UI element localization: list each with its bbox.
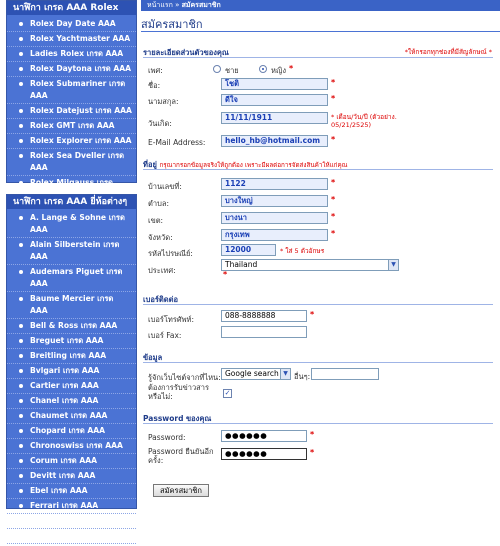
required-note: *ให้กรอกทุกช่องที่มีสัญลักษณ์ * [404, 48, 492, 56]
sidebar-item-panel1-4[interactable]: Rolex Submariner เกรด AAA [7, 77, 136, 104]
lastname-label: นามสกุล: [148, 97, 179, 106]
sidebar-item-panel2-8[interactable]: Cartier เกรด AAA [7, 379, 136, 394]
sidebar-item-panel1-8[interactable]: Rolex Sea Dveller เกรด AAA [7, 149, 136, 176]
sidebar-item-panel2-12[interactable]: Chronoswiss เกรด AAA [7, 439, 136, 454]
source-value: Google search [225, 369, 279, 378]
sidebar-item-panel2-5[interactable]: Breguet เกรด AAA [7, 334, 136, 349]
sidebar-item-panel1-0[interactable]: Rolex Day Date AAA [7, 17, 136, 32]
info-divider [143, 362, 493, 363]
district-input[interactable]: บางนา [221, 212, 328, 224]
contact-divider [143, 304, 493, 305]
sidebar-item-panel2-4[interactable]: Bell & Ross เกรด AAA [7, 319, 136, 334]
sidebar-item-panel2-3[interactable]: Baume Mercier เกรด AAA [7, 292, 136, 319]
other-input[interactable] [311, 368, 379, 380]
dob-hint: * เดือน/วัน/ปี (ตัวอย่าง. 05/21/2525) [331, 113, 397, 129]
breadcrumb-home[interactable]: หน้าแรก [147, 1, 173, 9]
sidebar-item-panel2-9[interactable]: Chanel เกรด AAA [7, 394, 136, 409]
postcode-hint: * ใส่ 5 ตัวอักษร [280, 247, 325, 255]
rolex-panel [6, 0, 137, 187]
sidebar-item-panel1-2[interactable]: Ladies Rolex เกรด AAA [7, 47, 136, 62]
page-title: สมัครสมาชิก [141, 18, 203, 31]
firstname-label: ชื่อ: [148, 81, 161, 90]
chevron-down-icon[interactable]: ▼ [280, 369, 290, 379]
subdistrict-label: ตำบล: [148, 199, 169, 208]
brands-panel [6, 194, 137, 540]
subdistrict-required: * [331, 195, 336, 204]
info-heading: ข้อมูล [143, 353, 163, 362]
sidebar-item-panel1-1[interactable]: Rolex Yachtmaster AAA [7, 32, 136, 47]
gender-label: เพศ: [148, 66, 163, 75]
contact-heading: เบอร์ติดต่อ [143, 295, 178, 304]
sidebar-item-panel1-5[interactable]: Rolex Datejust เกรด AAA [7, 104, 136, 119]
sidebar-item-panel2-16[interactable]: Ferrari เกรด AAA [7, 499, 136, 514]
sidebar-item-panel2-17[interactable]: Franck Muller เกรด AAA [7, 514, 136, 529]
password-required: * [310, 430, 315, 439]
rolex-list [7, 15, 136, 205]
address-heading-note: กรุณากรอกข้อมูลจริงให้ถูกต้อง เพราะมีผลต่อการจัดส่งสินค้าให้แก่คุณ [159, 162, 348, 169]
country-value: Thailand [225, 260, 258, 269]
sidebar-item-panel2-1[interactable]: Alain Silberstein เกรด AAA [7, 238, 136, 265]
firstname-input[interactable]: โชติ [221, 78, 328, 90]
personal-heading: รายละเอียดส่วนตัวของคุณ [143, 48, 229, 57]
postcode-label: รหัสไปรษณีย์: [148, 249, 193, 258]
sidebar-item-panel1-6[interactable]: Rolex GMT เกรด AAA [7, 119, 136, 134]
gender-male-radio[interactable] [213, 65, 221, 73]
sidebar-item-panel1-9[interactable]: Rolex Milgauss เกรด [7, 176, 136, 203]
phone-input[interactable]: 088-8888888 [221, 310, 307, 322]
sidebar-item-panel1-7[interactable]: Rolex Explorer เกรด AAA [7, 134, 136, 149]
personal-divider [143, 57, 493, 58]
district-label: เขต: [148, 216, 164, 225]
sidebar-item-panel2-13[interactable]: Corum เกรด AAA [7, 454, 136, 469]
sidebar-item-panel2-14[interactable]: Devitt เกรด AAA [7, 469, 136, 484]
house-required: * [331, 178, 336, 187]
gender-required: * [289, 64, 294, 73]
fax-label: เบอร์ Fax: [148, 331, 182, 340]
password-input[interactable]: ●●●●●● [221, 430, 307, 442]
address-heading-title: ที่อยู่ [143, 160, 157, 169]
password-divider [143, 423, 493, 424]
house-label: บ้านเลขที่: [148, 182, 182, 191]
sidebar-item-panel2-2[interactable]: Audemars Piguet เกรด AAA [7, 265, 136, 292]
newsletter-checkbox[interactable]: ✓ [224, 389, 231, 397]
country-label: ประเทศ: [148, 266, 176, 275]
sidebar-item-panel2-7[interactable]: Bvlgari เกรด AAA [7, 364, 136, 379]
register-button[interactable]: สมัครสมาชิก [153, 484, 209, 497]
subdistrict-input[interactable]: บางใหญ่ [221, 195, 328, 207]
phone-label: เบอร์โทรศัพท์: [148, 315, 195, 324]
sidebar-item-panel2-0[interactable]: A. Lange & Sohne เกรด AAA [7, 211, 136, 238]
password-label: Password: [148, 433, 186, 442]
dob-input[interactable]: 11/11/1911 [221, 112, 328, 124]
brands-panel-title: นาฬิกา เกรด AAA ยี่ห้อต่างๆ [7, 195, 136, 209]
sidebar-item-panel2-10[interactable]: Chaumet เกรด AAA [7, 409, 136, 424]
source-select[interactable] [221, 368, 291, 380]
address-divider [143, 169, 493, 170]
sidebar-item-panel2-15[interactable]: Ebel เกรด AAA [7, 484, 136, 499]
country-select[interactable] [221, 259, 399, 271]
confirm-label: Password ยืนยันอีกครั้ง: [148, 447, 214, 465]
password-heading: Password ของคุณ [143, 414, 212, 423]
source-label: รู้จักเว็บไซต์จากที่ไหน: [148, 373, 221, 382]
sidebar-item-panel2-11[interactable]: Chopard เกรด AAA [7, 424, 136, 439]
province-label: จังหวัด: [148, 233, 173, 242]
main-content [137, 0, 500, 509]
breadcrumb-current: สมัครสมาชิก [181, 1, 221, 9]
sidebar [0, 0, 137, 540]
province-required: * [331, 229, 336, 238]
brands-list [7, 209, 136, 546]
sidebar-item-panel2-6[interactable]: Breitling เกรด AAA [7, 349, 136, 364]
province-input[interactable]: กรุงเทพ [221, 229, 328, 241]
confirm-required: * [310, 448, 315, 457]
chevron-down-icon[interactable]: ▼ [388, 260, 398, 270]
email-label: E-Mail Address: [148, 138, 206, 147]
breadcrumb-sep: » [175, 1, 180, 9]
fax-input[interactable] [221, 326, 307, 338]
email-required: * [331, 135, 336, 144]
gender-female-label: หญิง [271, 66, 286, 75]
sidebar-item-panel1-3[interactable]: Rolex Daytona เกรด AAA [7, 62, 136, 77]
house-input[interactable]: 1122 [221, 178, 328, 190]
title-divider [141, 31, 500, 32]
gender-female-radio[interactable] [259, 65, 267, 73]
newsletter-label: ต้องการรับข่าวสารหรือไม่: [148, 383, 209, 401]
firstname-required: * [331, 78, 336, 87]
phone-required: * [310, 310, 315, 319]
confirm-input[interactable]: ●●●●●● [221, 448, 307, 460]
other-label: อื่นๆ: [294, 372, 311, 381]
gender-male-label: ชาย [225, 66, 239, 75]
lastname-input[interactable]: ดีใจ [221, 94, 328, 106]
district-required: * [331, 212, 336, 221]
lastname-required: * [331, 94, 336, 103]
dob-label: วันเกิด: [148, 119, 172, 128]
country-required: * [223, 270, 228, 279]
postcode-input[interactable]: 12000 [221, 244, 276, 256]
sidebar-item-panel2-18[interactable]: Glashutte เกรด AAA [7, 529, 136, 544]
email-input[interactable]: hello_hb@hotmail.com [221, 135, 328, 147]
breadcrumb [141, 0, 500, 11]
rolex-panel-title: นาฬิกา เกรด AAA Rolex [7, 1, 136, 15]
